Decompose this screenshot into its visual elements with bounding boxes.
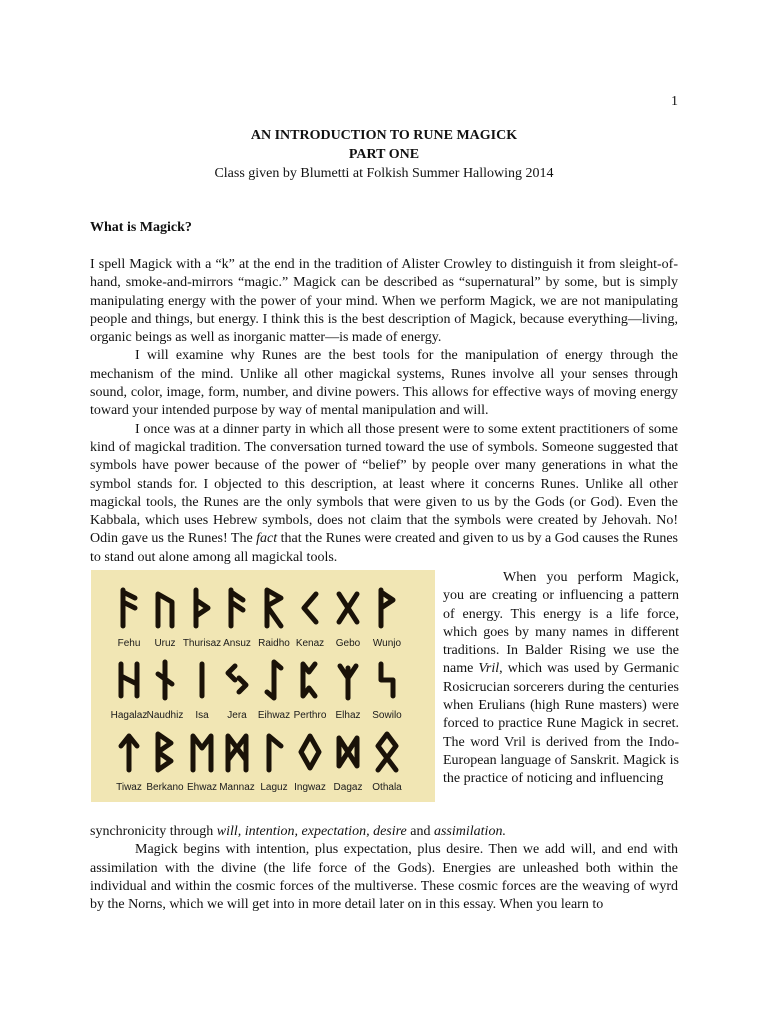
paragraph-4-text-a: synchronicity through xyxy=(90,824,217,839)
rune-glyph-uruz xyxy=(158,594,172,626)
rune-glyph-perthro xyxy=(303,664,315,696)
rune-glyph-ansuz xyxy=(231,590,243,626)
side-text-a: When you perform Magick, you are creating or influencing a pattern of energy. This energy is a life force, which goes by many names in different traditions. In Balder Rising we use the name xyxy=(443,570,679,677)
rune-glyph-ingwaz xyxy=(301,736,319,768)
rune-glyph-kenaz xyxy=(304,594,316,622)
rune-glyph-naudhiz xyxy=(158,662,172,698)
rune-glyph-elhaz xyxy=(340,666,356,698)
rune-label-gebo: Gebo xyxy=(335,638,361,649)
rune-label-dagaz: Dagaz xyxy=(333,782,363,793)
body-text-top xyxy=(90,256,678,567)
rune-label-elhaz: Elhaz xyxy=(335,710,361,721)
rune-glyph-hagalaz xyxy=(121,664,137,696)
body-text-bottom xyxy=(90,823,678,914)
rune-glyph-mannaz xyxy=(228,736,246,770)
paragraph-4-emphasis-2: assimilation. xyxy=(433,824,506,839)
document-title: AN INTRODUCTION TO RUNE MAGICK xyxy=(250,128,518,143)
rune-label-uruz: Uruz xyxy=(154,638,176,649)
rune-glyph-wunjo xyxy=(381,590,393,626)
rune-label-isa: Isa xyxy=(195,710,209,721)
rune-glyph-raidho xyxy=(267,590,281,626)
rune-label-raidho: Raidho xyxy=(258,638,290,649)
section-heading: What is Magick? xyxy=(90,220,192,235)
paragraph-2: I will examine why Runes are the best tools for the manipulation of energy through the mechanism of the mind. Unlike all other magickal systems, Runes involve all your senses through sound, color, image, form, number, and divine powers. This allows for effective ways of moving energy toward your intended purpose by way of mental manipulation and will. xyxy=(90,348,678,419)
rune-label-fehu: Fehu xyxy=(117,638,141,649)
rune-glyph-tiwaz xyxy=(121,736,137,770)
rune-glyph-gebo xyxy=(339,594,357,622)
rune-label-kenaz: Kenaz xyxy=(295,638,325,649)
rune-chart-svg xyxy=(91,570,435,802)
rune-label-hagalaz: Hagalaz xyxy=(110,710,148,721)
rune-label-ehwaz: Ehwaz xyxy=(186,782,218,793)
rune-label-laguz: Laguz xyxy=(260,782,288,793)
rune-label-wunjo: Wunjo xyxy=(372,638,402,649)
paragraph-4 xyxy=(90,823,678,841)
rune-glyph-dagaz xyxy=(339,738,357,766)
rune-label-berkano: Berkano xyxy=(146,782,184,793)
page-number: 1 xyxy=(671,94,678,109)
rune-glyph-ehwaz xyxy=(193,736,211,770)
rune-label-naudhiz: Naudhiz xyxy=(146,710,184,721)
rune-glyph-laguz xyxy=(269,736,281,770)
rune-label-tiwaz: Tiwaz xyxy=(116,782,142,793)
paragraph-3 xyxy=(90,421,678,567)
side-text-b: , which was used by Germanic Rosicrucian sorcerers during the centuries when Erulians (high Rune masters) were forced to practice Rune Magick in secret. The word Vril is derived from the Indo-European language of Sanskrit. Magick is the practice of noticing and influencing xyxy=(443,661,679,787)
rune-chart-image xyxy=(91,570,435,802)
paragraph-3-text-a: I once was at a dinner party in which all those present were to some extent practitioners of some kind of magickal tradition. The conversation turned toward the use of symbols. Someone suggested that symbols have power because of the power of “belief” by people over many generations in what the symbol stands for. I objected to this description, at least where it concerns Runes. Unlike all other magickal tools, the Runes are the only symbols that were given to us by the Gods (or God). Even the Kabbala, which uses Hebrew symbols, does not claim that the symbols were created by Jehovah. No! Odin gave us the Runes! The xyxy=(90,421,678,547)
rune-label-ansuz: Ansuz xyxy=(223,638,251,649)
rune-label-jera: Jera xyxy=(227,710,247,721)
rune-glyph-eihwaz xyxy=(267,662,281,698)
rune-label-ingwaz: Ingwaz xyxy=(294,782,326,793)
side-text xyxy=(443,569,679,789)
rune-glyph-othala xyxy=(378,734,396,770)
rune-label-mannaz: Mannaz xyxy=(219,782,255,793)
side-emphasis-vril: Vril xyxy=(478,661,500,677)
paragraph-4-emphasis-1: will, intention, expectation, desire xyxy=(216,824,407,839)
document-part: PART ONE xyxy=(348,147,420,162)
paragraph-4-text-b: and xyxy=(406,824,434,839)
rune-glyph-sowilo xyxy=(381,664,393,696)
rune-label-perthro: Perthro xyxy=(293,710,327,721)
rune-glyph-fehu xyxy=(123,590,135,626)
paragraph-5: Magick begins with intention, plus expectation, plus desire. Then we add will, and end with assimilation with the divine (the life force of the Gods). Energies are unleashed both within the individual and within the cosmic forces of the multiverse. These cosmic forces are the weaving of wyrd by the Norns, which we will get into in more detail later on in this essay. When you learn to xyxy=(90,842,678,913)
rune-glyph-jera xyxy=(228,666,246,692)
rune-label-thurisaz: Thurisaz xyxy=(182,638,222,649)
document-subtitle: Class given by Blumetti at Folkish Summer Hallowing 2014 xyxy=(214,166,554,181)
side-paragraph xyxy=(443,569,679,789)
paragraph-1: I spell Magick with a “k” at the end in the tradition of Alister Crowley to distinguish it from sleight-of-hand, smoke-and-mirrors “magic.” Magick can be described as “supernatural” by some, but is simply manipulating energy with the power of your mind. When we perform Magick, we are not manipulating people and things, but energy. I think this is the best description of Magick, because everything—living, organic beings as well as inorganic matter—is made of energy. xyxy=(90,257,678,346)
rune-label-sowilo: Sowilo xyxy=(372,710,402,721)
paragraph-3-text-b: that the Runes were created and given to us by a God causes the Runes to stand out alone among all magickal tools. xyxy=(90,531,679,565)
rune-glyph-berkano xyxy=(158,734,171,770)
title-block xyxy=(0,126,768,183)
paragraph-3-emphasis: fact xyxy=(256,531,278,547)
rune-label-eihwaz: Eihwaz xyxy=(257,710,291,721)
rune-label-othala: Othala xyxy=(372,782,402,793)
rune-glyph-thurisaz xyxy=(196,590,208,626)
